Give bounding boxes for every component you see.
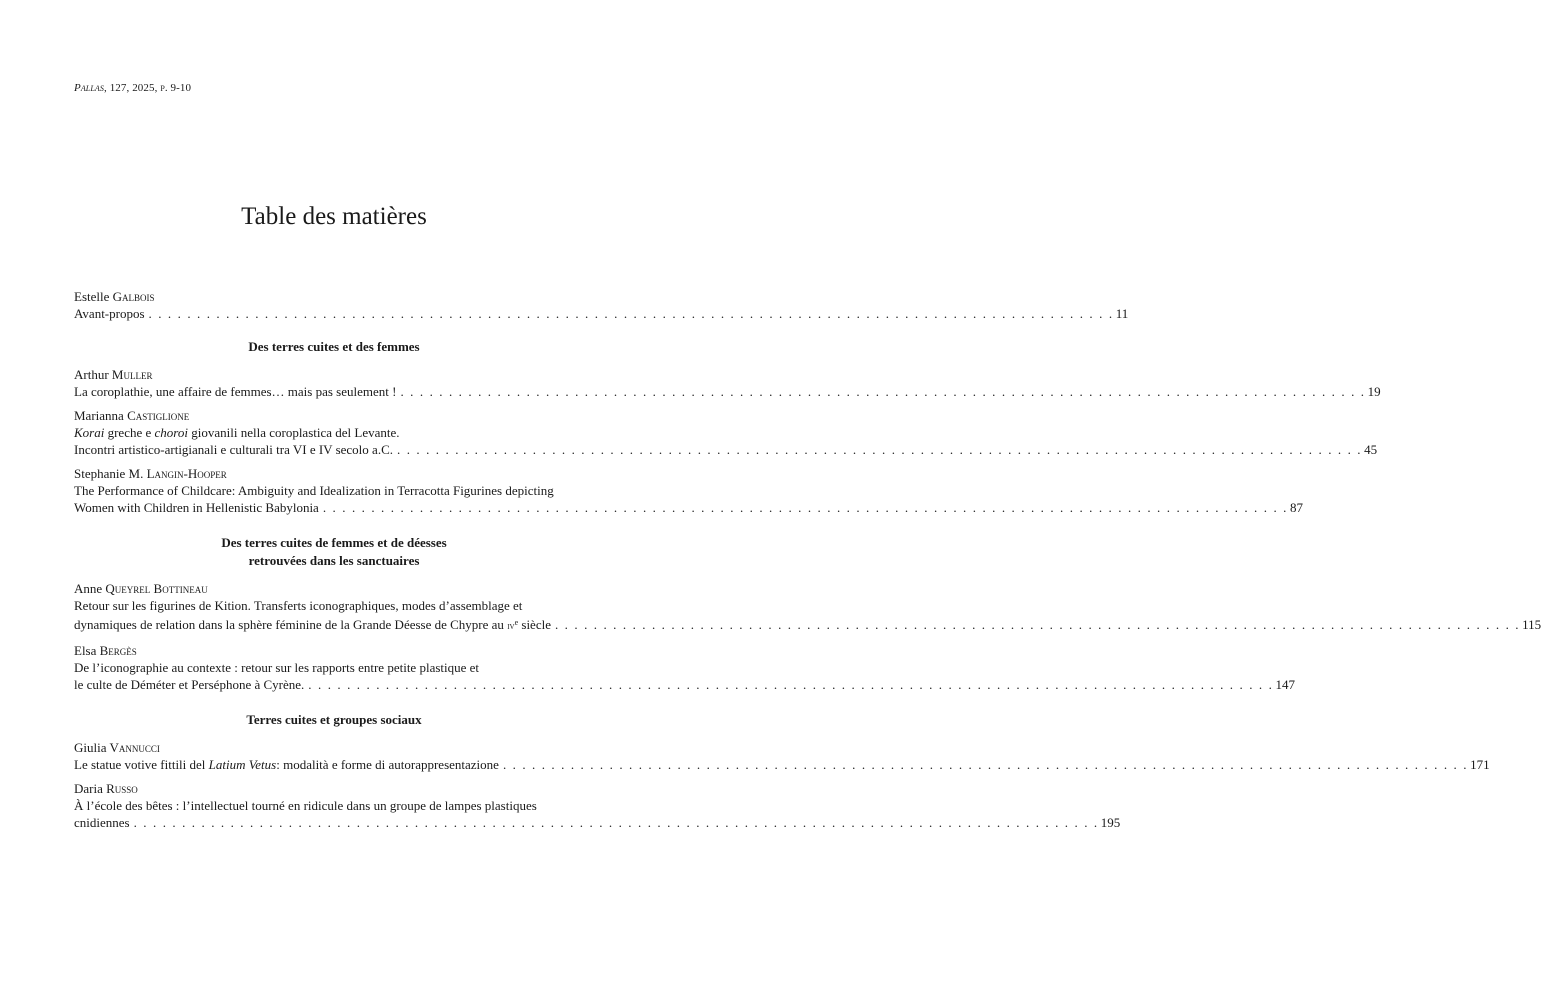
century-numeral: iv	[507, 621, 515, 632]
journal-pages: p. 9-10	[160, 82, 192, 94]
page-title: Table des matières	[241, 203, 427, 230]
entry-author	[74, 580, 594, 597]
author-first-name: Anne	[74, 581, 103, 596]
page-number: 195	[1100, 815, 1121, 830]
entry-title-text: giovanili nella coroplastica del Levante.	[187, 425, 400, 440]
entry-title-line[interactable]	[74, 676, 1295, 693]
toc-entry	[74, 642, 1295, 693]
author-first-name: Arthur	[74, 367, 109, 382]
running-head	[74, 82, 191, 94]
entry-title-line[interactable]	[74, 499, 1303, 516]
author-first-name: Daria	[74, 781, 103, 796]
entry-title-line-1: De l’iconographie au contexte : retour sur les rapports entre petite plastique et	[74, 660, 480, 675]
author-first-name: Stephanie M.	[74, 466, 144, 481]
entry-title-text: dynamiques de relation dans la sphère féminine de la Grande Déesse de Chypre au	[74, 617, 508, 632]
entry-title-line[interactable]	[74, 441, 1378, 458]
leader-dots	[323, 499, 1288, 516]
journal-name: Pallas	[74, 82, 104, 94]
entry-title-line[interactable]	[74, 383, 1381, 400]
leader-dots	[555, 616, 1520, 633]
entry-title-italic: Korai	[74, 425, 105, 440]
leader-dots	[400, 383, 1365, 400]
leader-dots	[134, 814, 1099, 831]
entry-author	[74, 642, 594, 659]
leader-dots	[149, 305, 1114, 322]
entry-author	[74, 739, 594, 756]
toc-entry	[74, 288, 1129, 322]
century-superscript: e	[514, 618, 519, 627]
toc-entry	[74, 366, 1381, 400]
toc-entry	[74, 739, 1490, 773]
entry-title: le culte de Déméter et Perséphone à Cyrène.	[74, 677, 305, 692]
entry-title-italic: Latium Vetus	[208, 757, 277, 772]
entry-title-text: siècle	[518, 617, 551, 632]
author-last-name: Bergès	[99, 643, 137, 658]
author-first-name: Estelle	[74, 289, 110, 304]
entry-title-text: greche e	[104, 425, 155, 440]
page-number: 115	[1522, 617, 1541, 632]
entry-title-line[interactable]	[74, 756, 1490, 773]
entry-title-italic: choroi	[154, 425, 188, 440]
section-heading: Terres cuites et groupes sociaux	[246, 712, 422, 727]
entry-title-line[interactable]	[74, 614, 1541, 635]
page-number: 11	[1115, 306, 1129, 321]
author-last-name: Castiglione	[127, 408, 190, 423]
section-heading-line-1: Des terres cuites de femmes et de déesses	[221, 535, 447, 550]
author-last-name: Vannucci	[109, 740, 160, 755]
author-last-name: Queyrel Bottineau	[105, 581, 208, 596]
entry-author	[74, 407, 594, 424]
entry-title	[74, 614, 551, 635]
page-number: 171	[1470, 757, 1490, 772]
entry-title-line-1: Retour sur les figurines de Kition. Transferts iconographiques, modes d’assemblage et	[74, 598, 523, 613]
entry-title: Women with Children in Hellenistic Babylonia	[74, 500, 319, 515]
author-last-name: Russo	[106, 781, 138, 796]
section-heading: Des terres cuites et des femmes	[248, 339, 420, 354]
table-of-contents	[74, 288, 1541, 838]
journal-citation: , 127, 2025,	[104, 82, 161, 94]
page-number: 147	[1275, 677, 1295, 692]
author-last-name: Langin-Hooper	[146, 466, 227, 481]
entry-title-line-1	[74, 424, 594, 441]
section-heading	[74, 534, 594, 570]
toc-entry	[74, 580, 1541, 635]
entry-title-line-1: The Performance of Childcare: Ambiguity and Idealization in Terracotta Figurines depicting	[74, 483, 554, 498]
entry-title: Incontri artistico-artigianali e culturali tra VI e IV secolo a.C.	[74, 442, 393, 457]
entry-title-text: Le statue votive fittili del	[74, 757, 209, 772]
author-first-name: Marianna	[74, 408, 124, 423]
entry-author	[74, 465, 594, 482]
author-first-name: Elsa	[74, 643, 97, 658]
entry-title-line[interactable]	[74, 305, 1129, 322]
entry-author	[74, 288, 594, 305]
toc-entry	[74, 407, 1378, 458]
entry-title: cnidiennes	[74, 815, 130, 830]
entry-title: Avant-propos	[74, 306, 145, 321]
leader-dots	[308, 676, 1273, 693]
entry-title	[74, 756, 499, 773]
toc-entry	[74, 780, 1121, 831]
entry-author	[74, 780, 594, 797]
author-first-name: Giulia	[74, 740, 107, 755]
leader-dots	[397, 441, 1362, 458]
leader-dots	[503, 756, 1468, 773]
toc-entry	[74, 465, 1303, 516]
entry-title-line-1: À l’école des bêtes : l’intellectuel tourné en ridicule dans un groupe de lampes plastiques	[74, 798, 537, 813]
entry-title: La coroplathie, une affaire de femmes… mais pas seulement !	[74, 384, 397, 399]
entry-title-line[interactable]	[74, 814, 1121, 831]
page-number: 87	[1290, 500, 1303, 515]
author-last-name: Muller	[111, 367, 153, 382]
author-last-name: Galbois	[112, 289, 155, 304]
entry-title-text: : modalità e forme di autorappresentazione	[276, 757, 499, 772]
page-number: 45	[1364, 442, 1378, 457]
section-heading-line-2: retrouvées dans les sanctuaires	[248, 553, 420, 568]
page-number: 19	[1367, 384, 1381, 399]
entry-author	[74, 366, 594, 383]
